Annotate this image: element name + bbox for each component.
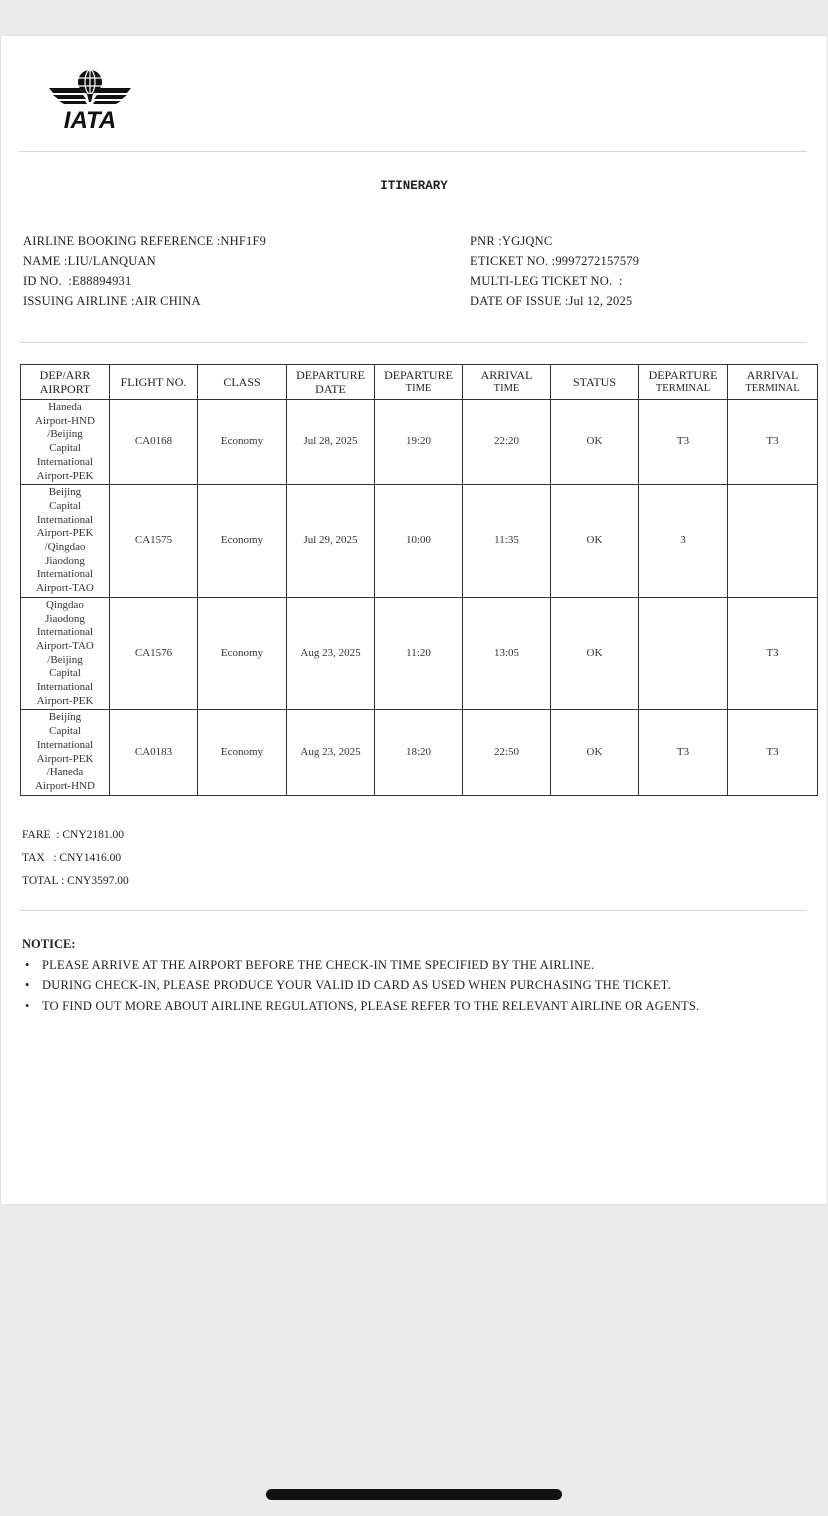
arrival-terminal-cell [728,485,818,598]
route-cell [21,710,110,795]
route-line: Airport-PEK [36,469,94,482]
column-header-line1: ARRIVAL [746,368,799,382]
route-line: /Beijing [47,653,83,666]
notice-item [22,996,699,1017]
itinerary-document [1,36,827,1204]
arrival-time-cell: 22:20 [463,400,551,485]
pnr: PNR :YGJQNC [470,234,553,248]
route-line: Beijing [48,486,82,499]
route-line: Airport-TAO [36,639,94,652]
route-line: International [36,568,94,581]
route-line: Haneda [48,401,82,413]
table-row [21,710,818,795]
booking-info-right [470,231,639,311]
id-number: ID NO. :E88894931 [23,274,132,288]
cabin-class-cell: Economy [198,485,287,598]
departure-terminal-cell: 3 [639,485,728,598]
route-line: /Haneda [46,766,84,779]
route-cell [21,400,110,485]
tax-amount: TAX : CNY1416.00 [22,852,122,864]
date-of-issue: DATE OF ISSUE :Jul 12, 2025 [470,294,633,308]
divider [19,151,807,152]
route-cell [21,485,110,598]
cabin-class-cell: Economy [198,710,287,795]
column-header-line2: TERMINAL [745,383,800,394]
route-line: Airport-PEK [36,752,94,765]
column-header-line1: DEPARTURE [296,368,365,382]
route-line: Jiaodong [45,612,85,625]
fare-amount: FARE : CNY2181.00 [22,829,125,841]
status-cell: OK [551,485,639,598]
column-header [728,365,818,400]
route-line: Airport-HND [35,779,95,792]
route-line: International [36,513,94,526]
flight-number-cell: CA0168 [110,400,198,485]
status-cell: OK [551,597,639,710]
arrival-terminal-cell: T3 [728,597,818,710]
column-header [639,365,728,400]
departure-date-cell: Jul 29, 2025 [287,485,375,598]
column-header-line1: DEP/ARR [39,368,91,382]
departure-time-cell: 11:20 [375,597,463,710]
page-title: ITINERARY [380,179,448,193]
departure-date-cell: Aug 23, 2025 [287,710,375,795]
route-line: Beijing [48,711,82,724]
column-header [21,365,110,400]
notice-item [22,975,699,996]
logo-text: IATA [63,107,117,130]
route-line: Airport-PEK [36,694,94,707]
flight-number-cell: CA0183 [110,710,198,795]
bullet-icon: • [25,957,30,972]
route-line: International [36,455,94,468]
column-header-line1: CLASS [223,375,261,389]
route-line: International [36,738,94,751]
departure-time-cell: 19:20 [375,400,463,485]
column-header-line1: DEPARTURE [384,368,453,382]
arrival-terminal-cell: T3 [728,400,818,485]
booking-reference: AIRLINE BOOKING REFERENCE :NHF1F9 [23,234,267,248]
departure-terminal-cell: T3 [639,710,728,795]
arrival-terminal-cell: T3 [728,710,818,795]
departure-date-cell: Jul 28, 2025 [287,400,375,485]
divider [19,342,807,343]
multi-leg-ticket-number: MULTI-LEG TICKET NO. : [470,274,623,288]
departure-time-cell: 18:20 [375,710,463,795]
route-line: Qingdao [46,598,84,611]
column-header [110,365,198,400]
notice-text: TO FIND OUT MORE ABOUT AIRLINE REGULATIONS, PLEASE REFER TO THE RELEVANT AIRLINE OR AGENTS. [42,998,700,1013]
column-header-line2: TERMINAL [655,383,711,394]
table-row [21,597,818,710]
table-row [21,485,818,598]
route-cell [21,597,110,710]
route-line: Airport-PEK [36,527,94,540]
table-row [21,400,818,485]
cabin-class-cell: Economy [198,597,287,710]
departure-terminal-cell: T3 [639,400,728,485]
departure-date-cell: Aug 23, 2025 [287,597,375,710]
column-header [551,365,639,400]
departure-terminal-cell [639,597,728,710]
column-header-line1: FLIGHT NO. [120,375,187,389]
route-line: Capital [49,725,81,738]
route-line: Airport-TAO [36,582,94,595]
arrival-time-cell: 22:50 [463,710,551,795]
flight-number-cell: CA1575 [110,485,198,598]
route-line: Capital [49,442,81,455]
route-line: /Beijing [47,428,83,441]
route-line: International [36,626,94,639]
notice-heading: NOTICE: [22,937,76,951]
issuing-airline: ISSUING AIRLINE :AIR CHINA [23,294,201,308]
flight-number-cell: CA1576 [110,597,198,710]
column-header-line2: DATE [315,382,346,396]
route-line: Capital [49,667,81,680]
column-header-line2: AIRPORT [39,382,91,396]
column-header-line2: TIME [493,383,520,394]
bullet-icon: • [25,978,30,992]
notice-text: PLEASE ARRIVE AT THE AIRPORT BEFORE THE CHECK-IN TIME SPECIFIED BY THE AIRLINE. [42,957,595,972]
column-header-line1: ARRIVAL [480,368,533,382]
eticket-number: ETICKET NO. :9997272157579 [470,254,640,268]
total-amount: TOTAL : CNY3597.00 [22,875,129,887]
status-cell: OK [551,400,639,485]
divider [19,910,807,911]
status-cell: OK [551,710,639,795]
notice-text: DURING CHECK-IN, PLEASE PRODUCE YOUR VALID ID CARD AS USED WHEN PURCHASING THE TICKET. [42,978,671,992]
notice-item [22,955,699,976]
notice-section [22,934,699,1016]
home-indicator[interactable] [266,1489,562,1500]
fare-summary [22,824,129,893]
column-header [198,365,287,400]
route-line: Capital [49,499,81,512]
flight-table [20,364,818,796]
arrival-time-cell: 13:05 [463,597,551,710]
column-header [375,365,463,400]
bullet-icon: • [25,998,30,1013]
route-line: Airport-HND [35,414,95,427]
departure-time-cell: 10:00 [375,485,463,598]
passenger-name: NAME :LIU/LANQUAN [23,254,156,268]
booking-info-left [23,231,266,311]
iata-logo [45,66,135,130]
column-header [287,365,375,400]
route-line: International [36,681,94,694]
column-header-line2: TIME [405,383,432,394]
route-line: /Qingdao [44,541,86,554]
column-header-line1: DEPARTURE [648,368,718,382]
column-header-line1: STATUS [572,375,617,389]
table-header-row [21,365,818,400]
route-line: Jiaodong [45,554,85,567]
column-header [463,365,551,400]
cabin-class-cell: Economy [198,400,287,485]
arrival-time-cell: 11:35 [463,485,551,598]
